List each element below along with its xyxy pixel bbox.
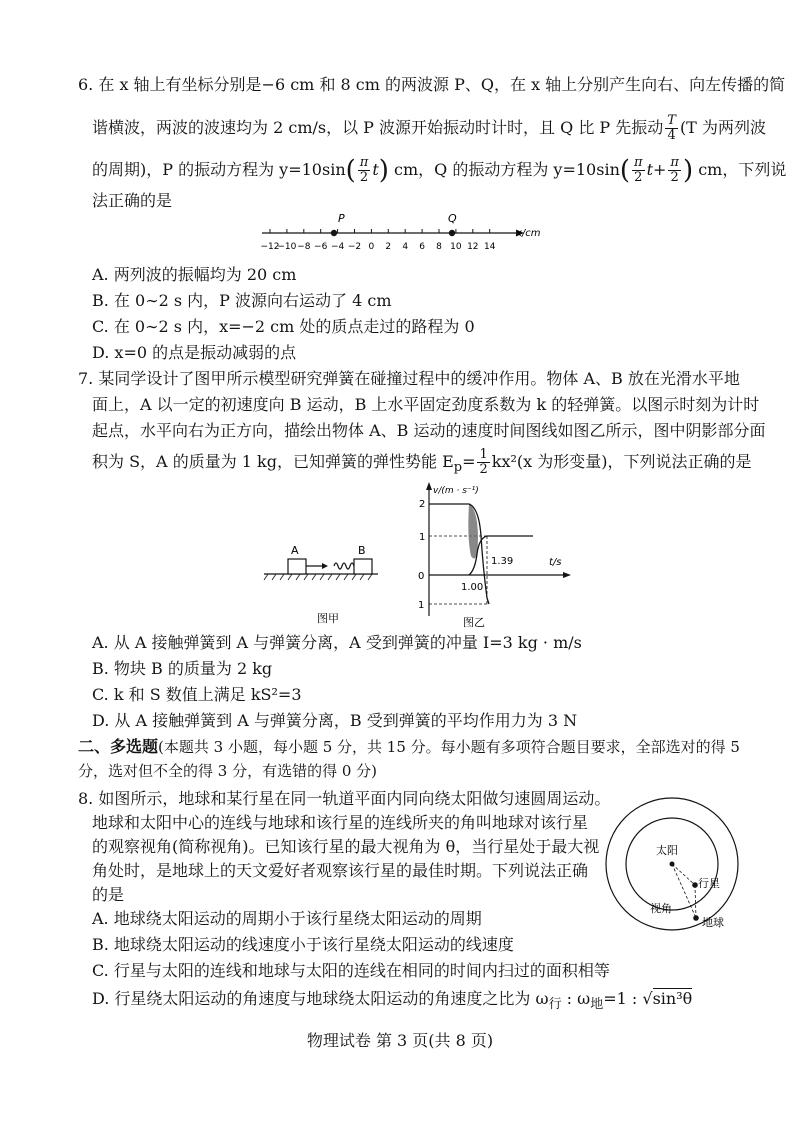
q8-line3: 的观察视角(简称视角)。已知该行星的最大视角为 θ，当行星处于最大视 xyxy=(92,837,600,856)
axis-tick-label: −10 xyxy=(277,242,297,252)
wave-source-p-label: P xyxy=(338,212,345,225)
y-tick-neg1: 1 xyxy=(418,600,425,611)
frac-numerator: 1 xyxy=(479,447,488,462)
q8-line2: 地球和太阳中心的连线与地球和该行星的连线所夹的角叫地球对该行星 xyxy=(92,813,589,832)
page-footer: 物理试卷 第 3 页(共 8 页) xyxy=(306,1031,494,1050)
planet-label: 行星 xyxy=(698,877,720,890)
q6-option-b: B. 在 0∼2 s 内，P 波源向右运动了 4 cm xyxy=(92,291,392,310)
section2-heading xyxy=(78,736,740,758)
figure-jia xyxy=(262,538,392,628)
q6-line4: 法正确的是 xyxy=(92,191,173,210)
q6-fraction-pi-over-2 xyxy=(358,156,371,185)
block-a xyxy=(288,559,306,574)
q6-line3: 的周期)，P 的振动方程为 y=10sin( $\frac{\pi}{2}$ t) cm，Q 的振动方程为 y=10sin( $\frac{\pi}{2}$ t+ $\frac{\pi}{2}$ ) cm，下列说 xyxy=(92,155,787,186)
q6-option-d: D. x=0 的点是振动减弱的点 xyxy=(92,343,297,362)
y-tick-2: 2 xyxy=(419,499,426,510)
y-tick-1: 1 xyxy=(419,532,426,543)
graph-xlabel: t/s xyxy=(549,557,562,568)
figure-yi-vt-graph xyxy=(415,478,575,628)
section2-note2: 分，选对但不全的得 3 分，有选错的得 0 分) xyxy=(78,762,378,780)
block-b xyxy=(354,559,372,574)
frac-numerator: π xyxy=(634,155,643,170)
axis-tick-label: −2 xyxy=(347,242,362,252)
q7-subscript-p: p xyxy=(453,460,463,476)
q6-option-a: A. 两列波的振幅均为 20 cm xyxy=(92,265,297,284)
q6-fraction-t-over-4 xyxy=(665,114,678,143)
q8-line5: 的是 xyxy=(92,885,125,904)
q6-fraction-pi-over-2b xyxy=(632,156,645,185)
q6-option-c: C. 在 0∼2 s 内，x=−2 cm 处的质点走过的路程为 0 xyxy=(92,317,475,336)
q7-fraction-half xyxy=(477,448,489,477)
axis-tick-label: 0 xyxy=(368,242,375,252)
block-a-label: A xyxy=(291,544,299,557)
wave-source-q-dot xyxy=(449,230,455,236)
axis-tick-label: 2 xyxy=(385,242,392,252)
q8-option-b: B. 地球绕太阳运动的线速度小于该行星绕太阳运动的线速度 xyxy=(92,935,514,954)
axis-tick-label: −12 xyxy=(260,242,280,252)
frac-denominator: 4 xyxy=(667,128,676,143)
q8-option-d xyxy=(92,988,692,1016)
q6-line3-tail: cm，下列说 xyxy=(693,160,787,179)
section2-title: 二、多选题 xyxy=(78,737,159,756)
sqrt-symbol: √ xyxy=(642,989,653,1008)
q8-line4: 角处时，是地球上的天文爱好者观察该行星的最佳时期。下列说法正确 xyxy=(92,861,589,880)
q8-option-c: C. 行星与太阳的连线和地球与太阳的连线在相同的时间内扫过的面积相等 xyxy=(92,961,610,980)
q8-option-d-text: D. 行星绕太阳运动的角速度与地球绕太阳运动的角速度之比为 ω xyxy=(92,989,549,1008)
q7-line4 xyxy=(92,448,752,479)
t-mark-1-00: 1.00 xyxy=(461,582,484,593)
sqrt-radicand: sin³θ xyxy=(652,989,693,1008)
q6-plus: + xyxy=(653,160,667,179)
section2-note1: (本题共 3 小题，每小题 5 分，共 15 分。每小题有多项符合题目要求，全部选对的得 5 xyxy=(158,738,740,756)
frac-denominator: 2 xyxy=(670,170,679,185)
q6-fraction-pi-over-2c xyxy=(668,156,681,185)
axis-tick-label: −4 xyxy=(330,242,345,252)
viewing-angle-label: 视角 xyxy=(650,902,672,915)
axis-tick-label: −8 xyxy=(297,242,311,252)
figure-jia-caption: 图甲 xyxy=(317,612,339,625)
axis-unit-label: x/cm xyxy=(516,228,541,239)
q7-option-b: B. 物块 B 的质量为 2 kg xyxy=(92,659,273,678)
omega-sub-planet: 行 xyxy=(548,997,562,1013)
q7-line2: 面上，A 以一定的初速度向 B 运动，B 上水平固定劲度系数为 k 的轻弹簧。以图示时刻为计时 xyxy=(92,395,760,414)
axis-tick-label: 4 xyxy=(402,242,409,252)
axis-tick-label: 10 xyxy=(450,242,462,252)
frac-denominator: 2 xyxy=(359,170,369,185)
y-tick-0: 0 xyxy=(418,571,425,582)
q7-option-a: A. 从 A 接触弹簧到 A 与弹簧分离，A 受到弹簧的冲量 I=3 kg · m/s xyxy=(92,633,582,652)
frac-denominator: 2 xyxy=(479,462,488,477)
frac-numerator: π xyxy=(670,155,679,170)
t-mark-1-39: 1.39 xyxy=(491,556,514,567)
axis-tick-label: 6 xyxy=(419,242,425,252)
frac-numerator: π xyxy=(359,155,369,170)
q6-number-axis xyxy=(250,205,550,265)
q6-line2-tail: (T 为两列波 xyxy=(679,118,766,137)
q8-option-d-ratio: =1 : xyxy=(603,989,643,1008)
q7-line4-tail: kx²(x 为形变量)，下列说法正确的是 xyxy=(491,452,752,471)
axis-tick-label: 12 xyxy=(467,242,479,252)
graph-ylabel: v/(m · s⁻¹) xyxy=(433,486,479,496)
q7-option-d: D. 从 A 接触弹簧到 A 与弹簧分离，B 受到弹簧的平均作用力为 3 N xyxy=(92,711,578,730)
axis-tick-label: −6 xyxy=(314,242,328,252)
orbit-figure xyxy=(598,790,748,940)
q7-line4-text: 积为 S，A 的质量为 1 kg，已知弹簧的弹性势能 E xyxy=(92,452,454,471)
block-b-label: B xyxy=(358,544,366,557)
q7-equals: = xyxy=(462,452,476,471)
frac-denominator: 2 xyxy=(634,170,643,185)
axis-tick-label: 8 xyxy=(436,242,442,252)
q6-var-t: t xyxy=(372,160,379,179)
q8-line1: 8. 如图所示，地球和某行星在同一轨道平面内同向绕太阳做匀速圆周运动。 xyxy=(78,789,611,808)
q6-var-t2: t xyxy=(646,160,654,179)
earth-label: 地球 xyxy=(702,916,724,929)
sun-label: 太阳 xyxy=(656,844,678,857)
q8-option-a: A. 地球绕太阳运动的周期小于该行星绕太阳运动的周期 xyxy=(92,909,482,928)
wave-source-q-label: Q xyxy=(448,212,457,225)
wave-source-p-dot xyxy=(331,230,337,236)
figure-yi-caption: 图乙 xyxy=(463,616,485,628)
q6-q-equation: cm，Q 的振动方程为 y=10sin xyxy=(388,160,620,179)
spring-icon xyxy=(334,563,354,569)
omega-sub-earth: 地 xyxy=(590,997,604,1013)
q7-line1: 7. 某同学设计了图甲所示模型研究弹簧在碰撞过程中的缓冲作用。物体 A、B 放在光滑水平地 xyxy=(78,369,740,388)
q6-line2 xyxy=(92,114,766,143)
q7-option-c: C. k 和 S 数值上满足 kS²=3 xyxy=(92,685,302,704)
q7-line3: 起点，水平向右为正方向，描绘出物体 A、B 运动的速度时间图线如图乙所示，图中阴影部分面 xyxy=(92,421,766,440)
q6-line1: 6. 在 x 轴上有坐标分别是−6 cm 和 8 cm 的两波源 P、Q，在 x 轴上分别产生向右、向左传播的简 xyxy=(78,75,786,94)
q6-line2-text: 谐横波，两波的波速均为 2 cm/s，以 P 波源开始振动时计时，且 Q 比 P 先振动 xyxy=(92,118,664,137)
frac-numerator: T xyxy=(667,113,676,128)
q8-option-d-mid: : ω xyxy=(561,989,591,1008)
axis-tick-label: 14 xyxy=(483,242,496,252)
q6-p-equation: 的周期)，P 的振动方程为 y=10sin xyxy=(92,160,346,179)
